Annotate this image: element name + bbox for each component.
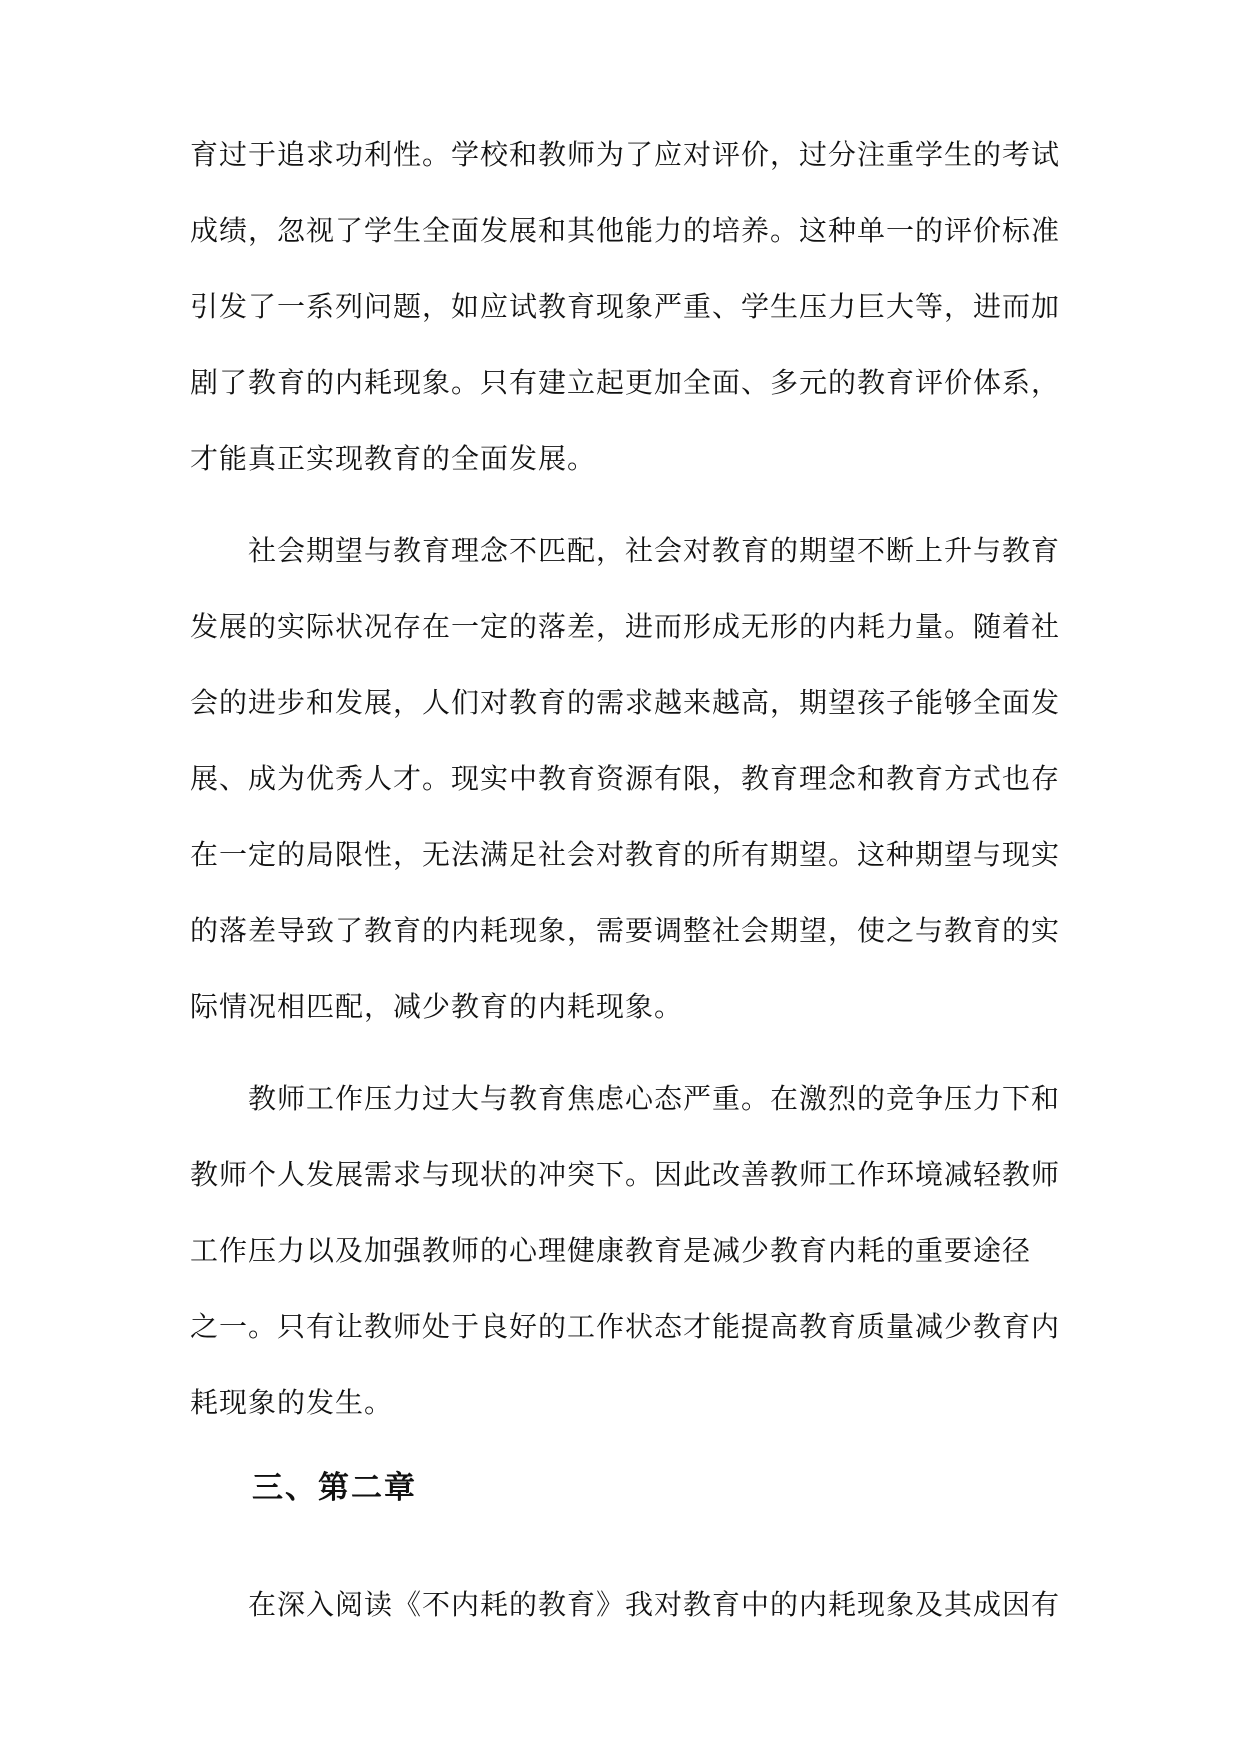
text-line: 会的进步和发展，人们对教育的需求越来越高，期望孩子能够全面发 [190, 686, 1061, 719]
text-line: 之一。只有让教师处于良好的工作状态才能提高教育质量减少教育内 [190, 1310, 1061, 1343]
text-line: 引发了一系列问题，如应试教育现象严重、学生压力巨大等，进而加 [190, 290, 1061, 323]
paragraph-evaluation [190, 117, 1070, 497]
text-line: 在一定的局限性，无法满足社会对教育的所有期望。这种期望与现实 [190, 838, 1061, 871]
paragraph-reading [190, 1567, 1070, 1643]
text-line: 社会期望与教育理念不匹配，社会对教育的期望不断上升与教育 [248, 534, 1061, 567]
text-line: 的落差导致了教育的内耗现象，需要调整社会期望，使之与教育的实 [190, 914, 1061, 947]
text-line: 才能真正实现教育的全面发展。 [190, 442, 597, 475]
text-line: 工作压力以及加强教师的心理健康教育是减少教育内耗的重要途径 [190, 1234, 1032, 1267]
text-line: 发展的实际状况存在一定的落差，进而形成无形的内耗力量。随着社 [190, 610, 1061, 643]
text-line: 育过于追求功利性。学校和教师为了应对评价，过分注重学生的考试 [190, 138, 1061, 171]
paragraph-social-expectation [190, 513, 1070, 1045]
text-line: 教师个人发展需求与现状的冲突下。因此改善教师工作环境减轻教师 [190, 1158, 1061, 1191]
text-line: 际情况相匹配，减少教育的内耗现象。 [190, 990, 684, 1023]
text-line: 在深入阅读《不内耗的教育》我对教育中的内耗现象及其成因有 [248, 1588, 1061, 1621]
text-line: 耗现象的发生。 [190, 1386, 394, 1419]
section-heading: 三、第二章 [252, 1470, 417, 1506]
text-line: 教师工作压力过大与教育焦虑心态严重。在激烈的竞争压力下和 [248, 1082, 1061, 1115]
paragraph-teacher-pressure [190, 1061, 1070, 1441]
text-line: 成绩，忽视了学生全面发展和其他能力的培养。这种单一的评价标准 [190, 214, 1061, 247]
text-line: 展、成为优秀人才。现实中教育资源有限，教育理念和教育方式也存 [190, 762, 1061, 795]
text-line: 剧了教育的内耗现象。只有建立起更加全面、多元的教育评价体系， [190, 366, 1061, 399]
